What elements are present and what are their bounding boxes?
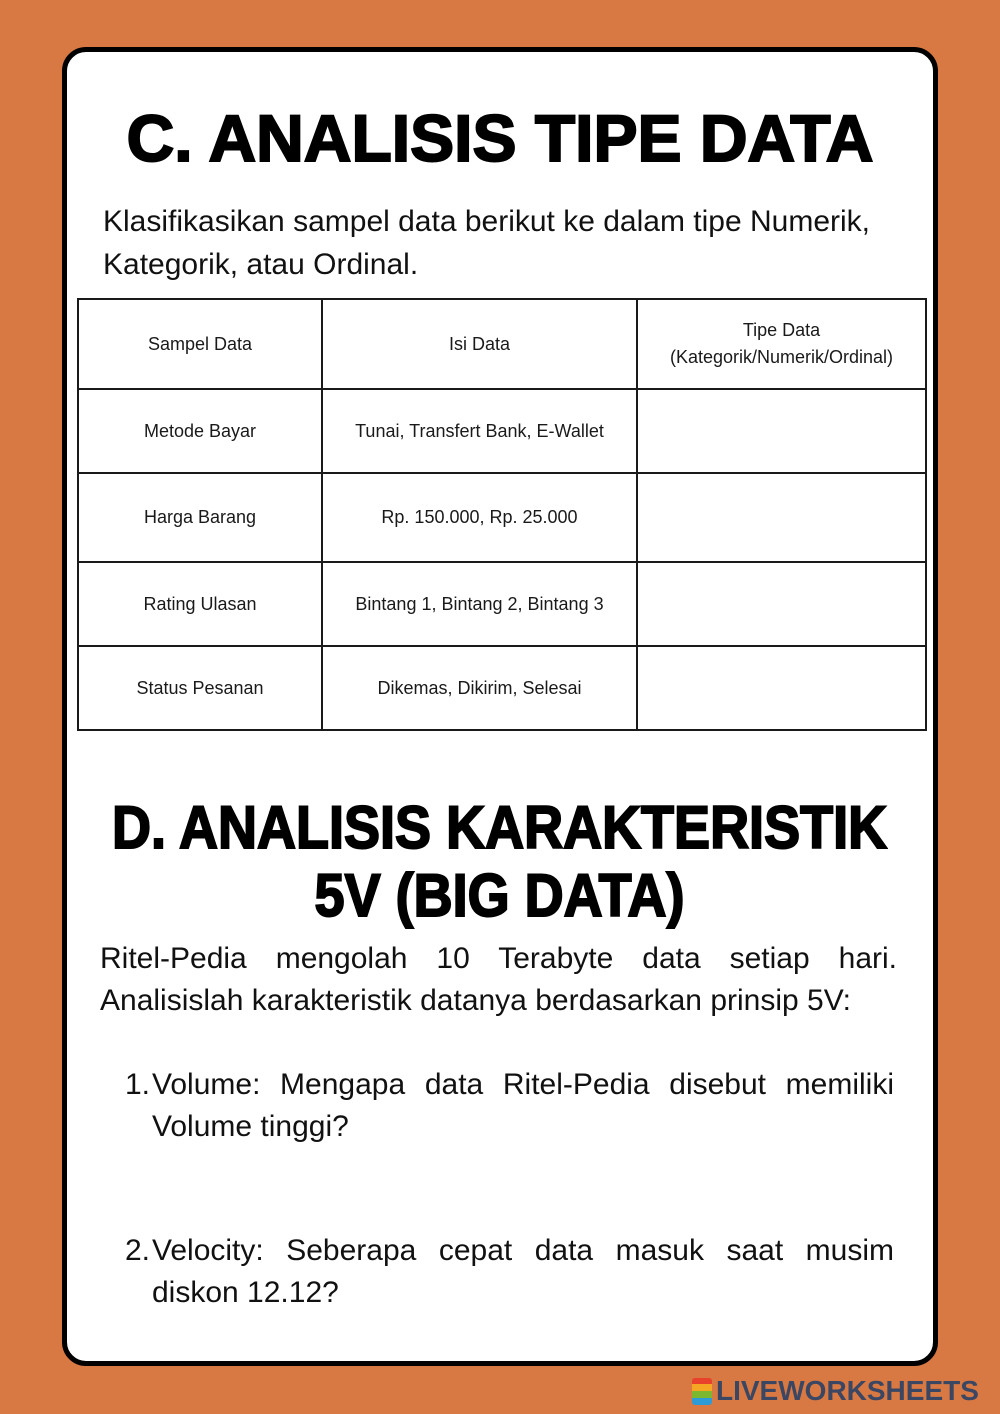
question-text: Volume: Mengapa data Ritel-Pedia disebut memiliki Volume tinggi?: [152, 1068, 894, 1143]
table-row: [78, 646, 926, 730]
section-d-title-line-1: [67, 794, 933, 862]
answer-input-metode-bayar[interactable]: [646, 401, 917, 461]
section-d-title: [67, 794, 933, 930]
answer-input-harga-barang[interactable]: [646, 488, 917, 548]
content-cell: Tunai, Transfert Bank, E-Wallet: [322, 389, 637, 473]
question-text: Velocity: Seberapa cepat data masuk saat musim diskon 12.12?: [152, 1234, 894, 1309]
question-number: 2.: [124, 1234, 150, 1267]
section-d-title-line-1-text: D. ANALISIS KARAKTERISTIK: [112, 794, 888, 861]
section-d-title-line-2-text: 5V (BIG DATA): [315, 862, 685, 929]
sample-cell: Status Pesanan: [78, 646, 322, 730]
header-content: Isi Data: [322, 299, 637, 389]
header-sample-data: Sampel Data: [78, 299, 322, 389]
section-c-instruction: Klasifikasikan sampel data berikut ke dalam tipe Numerik, Kategorik, atau Ordinal.: [103, 205, 871, 281]
answer-input-status-pesanan[interactable]: [646, 658, 917, 718]
section-c-title: C. ANALISIS TIPE DATA: [126, 101, 874, 175]
question-item: [124, 1230, 894, 1314]
logo-tile: [692, 1384, 712, 1391]
header-data-type-title: Tipe Data: [742, 320, 821, 340]
logo-tile: [692, 1391, 712, 1398]
question-number: 1.: [124, 1068, 150, 1101]
sample-cell: Metode Bayar: [78, 389, 322, 473]
answer-cell[interactable]: [637, 646, 926, 730]
table-row: [78, 562, 926, 646]
data-type-table: [77, 298, 927, 731]
header-data-type-options: (Kategorik/Numerik/Ordinal): [669, 347, 894, 367]
answer-cell[interactable]: [637, 389, 926, 473]
answer-cell[interactable]: [637, 562, 926, 646]
answer-cell[interactable]: [637, 473, 926, 562]
liveworksheets-logo[interactable]: [692, 1376, 979, 1406]
content-cell: Rp. 150.000, Rp. 25.000: [322, 473, 637, 562]
section-d-title-line-2: [67, 862, 933, 930]
logo-tile: [692, 1378, 712, 1385]
logo-tile: [692, 1398, 712, 1405]
sample-cell: Harga Barang: [78, 473, 322, 562]
content-cell: Bintang 1, Bintang 2, Bintang 3: [322, 562, 637, 646]
header-data-type: [637, 299, 926, 389]
content-cell: Dikemas, Dikirim, Selesai: [322, 646, 637, 730]
answer-input-rating-ulasan[interactable]: [646, 574, 917, 634]
worksheet-card: [62, 47, 938, 1366]
table-row: [78, 389, 926, 473]
liveworksheets-logo-icon: [692, 1378, 712, 1405]
section-d-intro: Ritel-Pedia mengolah 10 Terabyte data setiap hari. Analisislah karakteristik datanya berdasarkan prinsip 5V:: [100, 942, 897, 1017]
question-item: [124, 1064, 894, 1148]
sample-cell: Rating Ulasan: [78, 562, 322, 646]
table-header-row: [78, 299, 926, 389]
liveworksheets-brand-text: LIVEWORKSHEETS: [716, 1375, 979, 1406]
table-row: [78, 473, 926, 562]
